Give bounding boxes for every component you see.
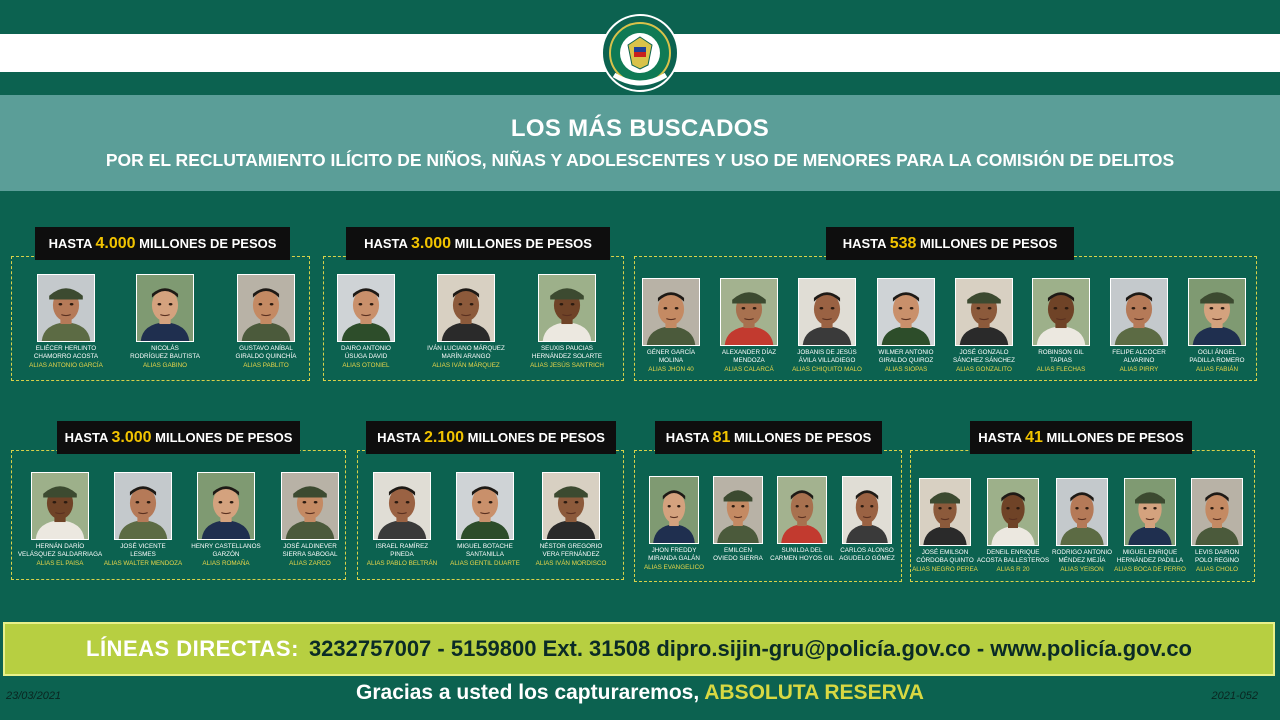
reward-unit: MILLONES DE PESOS	[730, 430, 872, 445]
contact-label: LÍNEAS DIRECTAS:	[86, 636, 299, 661]
person-alias: ALIAS ANTONIO GARCÍA	[29, 362, 103, 369]
person-alias: ALIAS IVÁN MÁRQUEZ	[432, 362, 500, 369]
person-alias: ALIAS GONZALITO	[956, 366, 1012, 373]
person-name-line1: MIGUEL ENRIQUE	[1122, 549, 1178, 556]
person-name-line1: OGLI ÁNGEL	[1197, 349, 1237, 356]
person-name-line2: LESMES	[130, 551, 156, 558]
person-alias: ALIAS JHON 40	[648, 366, 694, 373]
person-alias: ALIAS ZARCO	[289, 560, 331, 567]
wanted-person-card	[417, 274, 515, 370]
person-photo	[337, 274, 395, 342]
reward-amount: 3.000	[411, 235, 452, 252]
person-name-line1: SUNILDA DEL	[781, 547, 823, 554]
title-band	[0, 95, 1280, 191]
person-name-line2: PINEDA	[390, 551, 414, 558]
person-alias: ALIAS GABINO	[142, 362, 188, 369]
reward-amount: 4.000	[95, 235, 136, 252]
police-seal-icon	[600, 13, 680, 93]
person-photo	[1124, 478, 1176, 546]
person-alias: ALIAS PABLO BELTRÁN	[366, 560, 438, 567]
person-photo	[281, 472, 339, 540]
person-alias: ALIAS YEISON	[1060, 566, 1104, 573]
person-name-line1: IVÁN LUCIANO MÁRQUEZ	[427, 345, 505, 352]
wanted-person-card	[518, 274, 616, 370]
person-alias: ALIAS IVÁN MORDISCO	[535, 560, 607, 567]
reward-amount: 41	[1025, 429, 1043, 446]
person-name-line2: OVIEDO SIERRA	[713, 555, 763, 562]
wanted-person-card	[317, 274, 415, 370]
person-alias: ALIAS WALTER MENDOZA	[103, 560, 183, 567]
person-alias: ALIAS NEGRO PEREA	[912, 566, 978, 573]
person-photo	[955, 278, 1013, 346]
person-name-line2: HERNÁNDEZ SOLARTE	[531, 353, 603, 360]
person-alias: ALIAS EVANGELICO	[643, 564, 705, 571]
person-alias: ALIAS FABIÁN	[1196, 366, 1238, 373]
reward-header	[57, 421, 300, 454]
person-alias: ALIAS EL PAISA	[36, 560, 84, 567]
person-alias: ALIAS ROMAÑA	[202, 560, 250, 567]
reward-hasta: HASTA	[842, 236, 890, 251]
person-photo	[713, 476, 763, 544]
person-name-line2: CARMEN HOYOS GIL	[770, 555, 834, 562]
reward-unit: MILLONES DE PESOS	[464, 430, 605, 445]
person-name-line2: POLO REGINO	[1194, 557, 1240, 564]
person-name-line2: ALVARINO	[1123, 357, 1155, 364]
reward-header	[366, 421, 616, 454]
person-photo	[1110, 278, 1168, 346]
person-name-line2: MARÍN ARANGO	[441, 353, 491, 360]
person-photo	[456, 472, 514, 540]
wanted-person-card	[217, 274, 315, 370]
contact-bar	[3, 622, 1275, 676]
person-alias: ALIAS FLECHAS	[1036, 366, 1086, 373]
person-name-line2: MIRANDA GALÁN	[648, 555, 700, 562]
person-name-line1: JOSÉ VICENTE	[120, 543, 166, 550]
wanted-person-card	[522, 472, 620, 568]
person-alias: ALIAS PIRRY	[1119, 366, 1159, 373]
person-photo	[1056, 478, 1108, 546]
person-alias: ALIAS JESÚS SANTRICH	[530, 362, 604, 369]
reward-hasta: HASTA	[364, 236, 412, 251]
person-name-line2: VELÁSQUEZ SALDARRIAGA	[17, 551, 103, 558]
person-name-line2: VERA FERNÁNDEZ	[542, 551, 600, 558]
wanted-person-card	[261, 472, 359, 568]
reward-unit: MILLONES DE PESOS	[451, 236, 592, 251]
wanted-person-card	[1171, 478, 1263, 574]
person-name-line1: GÉNER GARCÍA	[646, 349, 696, 356]
reward-amount: 538	[889, 235, 917, 252]
person-name-line1: WILMER ANTONIO	[878, 349, 934, 356]
person-alias: ALIAS CHIQUITO MALO	[792, 366, 862, 373]
person-photo	[987, 478, 1039, 546]
person-name-line1: SEUXIS PAUCIAS	[540, 345, 594, 352]
footer-date: 23/03/2021	[6, 690, 62, 702]
person-alias: ALIAS R 20	[996, 566, 1030, 573]
person-name-line2: AGUDELO GÓMEZ	[839, 555, 895, 562]
person-name-line1: JOSÉ EMILSON	[921, 549, 969, 556]
person-name-line2: SIERRA SABOGAL	[282, 551, 338, 558]
reward-unit: MILLONES DE PESOS	[916, 236, 1058, 251]
person-name-line1: ISRAEL RAMÍREZ	[375, 543, 429, 550]
reward-unit: MILLONES DE PESOS	[135, 236, 277, 251]
person-name-line2: CÓRDOBA QUINTO	[916, 557, 974, 564]
reward-amount: 2.100	[424, 429, 465, 446]
person-photo	[114, 472, 172, 540]
person-name-line2: GIRALDO QUINCHÍA	[235, 353, 297, 360]
person-name-line1: ALEXANDER DÍAZ	[721, 349, 777, 356]
person-name-line1: JOSÉ GONZALO	[959, 349, 1009, 356]
person-name-line1: DAIRO ANTONIO	[341, 345, 391, 352]
person-name-line2: MÉNDEZ MEJÍA	[1058, 557, 1106, 564]
person-photo	[919, 478, 971, 546]
person-name-line1: ROBINSON GIL	[1038, 349, 1084, 356]
person-photo	[1191, 478, 1243, 546]
person-photo	[197, 472, 255, 540]
person-photo	[237, 274, 295, 342]
person-alias: ALIAS CHOLO	[1196, 566, 1238, 573]
reward-header	[970, 421, 1192, 454]
footer-code: 2021-052	[1211, 690, 1258, 702]
person-name-line1: JOSÉ ALDINEVER	[283, 543, 337, 550]
reward-unit: MILLONES DE PESOS	[1042, 430, 1184, 445]
wanted-person-card	[1168, 278, 1266, 374]
person-photo	[37, 274, 95, 342]
person-alias: ALIAS CALARCÁ	[724, 366, 774, 373]
reward-hasta: HASTA	[377, 430, 425, 445]
reward-amount: 3.000	[111, 429, 152, 446]
person-photo	[136, 274, 194, 342]
wanted-person-card	[17, 274, 115, 370]
person-alias: ALIAS OTONIEL	[342, 362, 390, 369]
wanted-person-card	[116, 274, 214, 370]
reward-hasta: HASTA	[978, 430, 1026, 445]
person-photo	[642, 278, 700, 346]
person-photo	[720, 278, 778, 346]
person-name-line1: EMILCEN	[724, 547, 752, 554]
person-alias: ALIAS SIOPAS	[884, 366, 928, 373]
contact-value[interactable]: 3232757007 - 5159800 Ext. 31508 dipro.sijin-gru@policía.gov.co - www.policía.gov.co	[308, 636, 1192, 661]
person-photo	[798, 278, 856, 346]
reward-amount: 81	[712, 429, 731, 446]
person-name-line2: HERNÁNDEZ PADILLA	[1116, 557, 1184, 564]
reward-hasta: HASTA	[48, 236, 96, 251]
footer-thanks: Gracias a usted los capturaremos,	[356, 681, 700, 704]
person-photo	[542, 472, 600, 540]
person-name-line1: NICOLÁS	[151, 345, 179, 352]
person-photo	[877, 278, 935, 346]
person-name-line2: MENDOZA	[733, 357, 765, 364]
person-name-line2: MOLINA	[658, 357, 684, 364]
person-name-line1: FELIPE ALCOCER	[1112, 349, 1166, 356]
reward-header	[655, 421, 882, 454]
page-subtitle: POR EL RECLUTAMIENTO ILÍCITO DE NIÑOS, NIÑAS Y ADOLESCENTES Y USO DE MENORES PARA LA COMISIÓN DE DELITOS	[105, 150, 1175, 170]
person-alias: ALIAS BOCA DE PERRO	[1114, 566, 1186, 573]
person-name-line1: CARLOS ALONSO	[840, 547, 894, 554]
person-photo	[777, 476, 827, 544]
person-name-line2: GIRALDO QUIROZ	[878, 357, 934, 364]
person-name-line1: RODRIGO ANTONIO	[1051, 549, 1113, 556]
person-name-line1: LEVIS DAIRON	[1194, 549, 1240, 556]
person-name-line2: RODRÍGUEZ BAUTISTA	[130, 353, 200, 360]
person-photo	[1188, 278, 1246, 346]
page-title: LOS MÁS BUSCADOS	[510, 115, 770, 142]
person-name-line2: SANTANILLA	[465, 551, 505, 558]
person-name-line2: PADILLA ROMERO	[1189, 357, 1245, 364]
person-photo	[1032, 278, 1090, 346]
reward-hasta: HASTA	[665, 430, 713, 445]
person-name-line1: NÉSTOR GREGORIO	[539, 543, 603, 550]
reward-hasta: HASTA	[64, 430, 112, 445]
person-alias: ALIAS PABLITO	[243, 362, 289, 369]
footer-message	[0, 681, 1280, 705]
person-name-line2: GARZÓN	[212, 551, 240, 558]
person-name-line2: ÚSUGA DAVID	[344, 353, 388, 360]
person-alias: ALIAS GENTIL DUARTE	[450, 560, 520, 567]
person-name-line1: HENRY CASTELLANOS	[191, 543, 261, 550]
person-name-line1: JOBANIS DE JESÚS	[797, 349, 857, 356]
person-name-line1: GUSTAVO ANÍBAL	[239, 345, 293, 352]
person-name-line1: HERNÁN DARÍO	[35, 543, 85, 550]
reward-header	[346, 227, 610, 260]
person-name-line1: DENEIL ENRIQUE	[986, 549, 1040, 556]
person-name-line2: SÁNCHEZ SÁNCHEZ	[953, 357, 1015, 364]
person-name-line2: CHAMORRO ACOSTA	[33, 353, 99, 360]
footer-highlight: ABSOLUTA RESERVA	[704, 681, 924, 704]
person-photo	[373, 472, 431, 540]
person-name-line1: MIGUEL BOTACHE	[457, 543, 513, 550]
person-name-line2: TAPIAS	[1050, 357, 1072, 364]
person-photo	[538, 274, 596, 342]
reward-header	[826, 227, 1074, 260]
person-photo	[437, 274, 495, 342]
person-name-line1: JHON FREDDY	[651, 547, 697, 554]
person-photo	[842, 476, 892, 544]
person-name-line2: ÁVILA VILLADIEGO	[798, 357, 856, 364]
person-photo	[649, 476, 699, 544]
wanted-person-card	[436, 472, 534, 568]
person-photo	[31, 472, 89, 540]
person-name-line2: ACOSTA BALLESTEROS	[976, 557, 1050, 564]
reward-header	[35, 227, 290, 260]
reward-unit: MILLONES DE PESOS	[151, 430, 293, 445]
person-name-line1: ELIÉCER HERLINTO	[35, 345, 97, 352]
